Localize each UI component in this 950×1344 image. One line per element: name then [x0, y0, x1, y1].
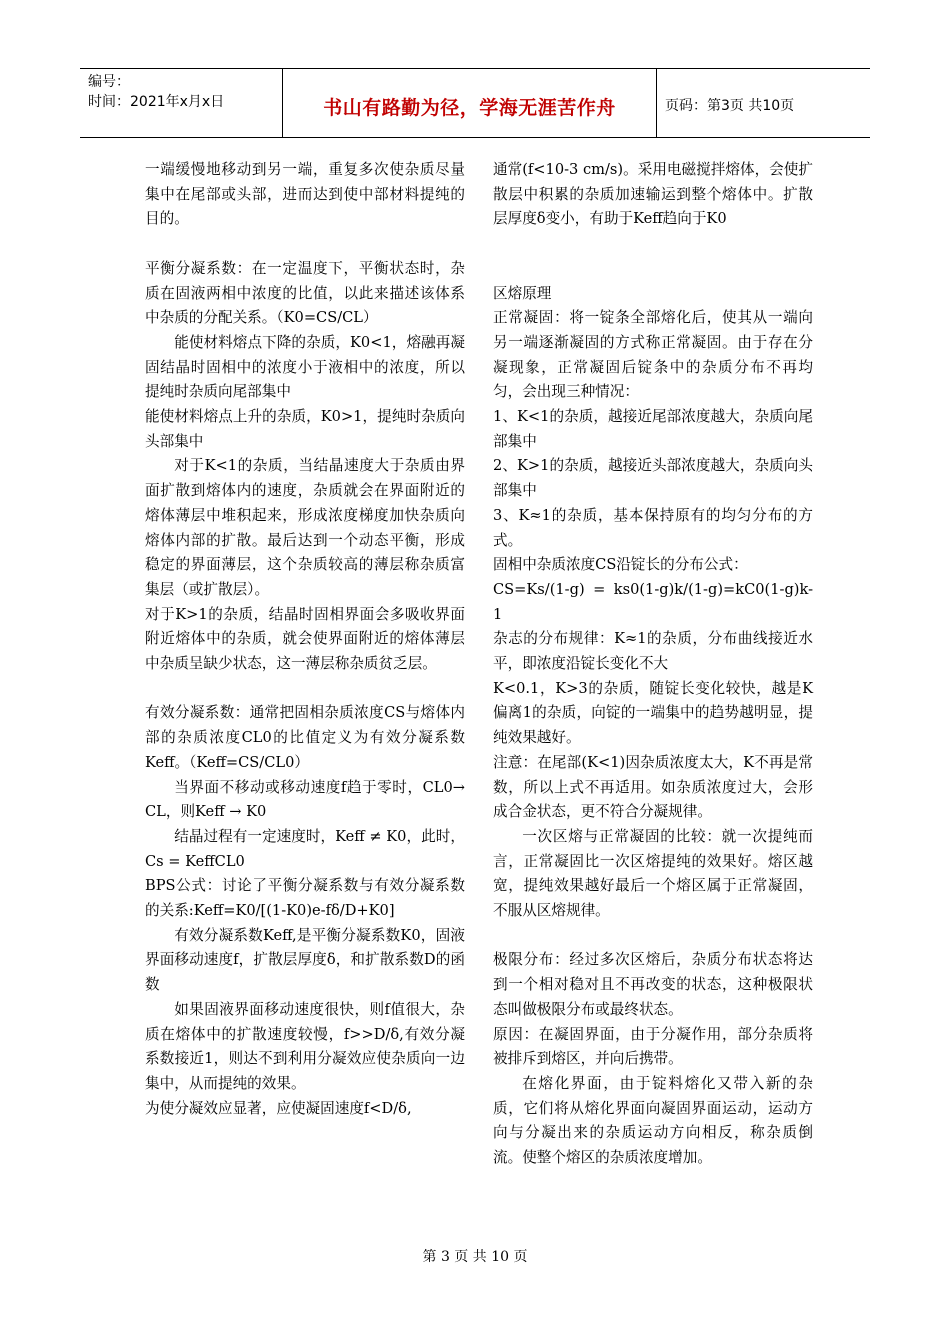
right-column — [493, 158, 813, 1171]
paragraph: 固相中杂质浓度CS沿锭长的分布公式： — [493, 556, 748, 574]
section-heading: 区熔原理 — [493, 284, 552, 302]
formula: CS=Ks/(1-g) = ks0(1-g)k/(1-g)=kC0(1-g)k-1 — [493, 580, 813, 623]
paragraph: 正常凝固：将一锭条全部熔化后，使其从一端向另一端逐渐凝固的方式称正常凝固。由于存在分凝现象，正常凝固后锭条中的杂质分布不再均匀，会出现三种情况： — [493, 309, 813, 401]
paragraph: 能使材料熔点上升的杂质，K0>1，提纯时杂质向头部集中 — [145, 408, 465, 450]
paragraph: 有效分凝系数：通常把固相杂质浓度CS与熔体内部的杂质浓度CL0的比值定义为有效分凝系数Keff。（Keff=CS/CL0） — [145, 704, 465, 771]
list-item: 2、K>1的杂质，越接近头部浓度越大，杂质向头部集中 — [493, 457, 813, 500]
paragraph: 极限分布：经过多次区熔后，杂质分布状态将达到一个相对稳对且不再改变的状态，这种极限状态叫做极限分布或最终状态。 — [493, 951, 813, 1018]
paragraph: 对于K<1的杂质，当结晶速度大于杂质由界面扩散到熔体内的速度，杂质就会在界面附近的熔体薄层中堆积起来，形成浓度梯度加快杂质向熔体内部的扩散。最后达到一个动态平衡，形成稳定的界面薄层，这个杂质较高的薄层称杂质富集层（或扩散层）。 — [145, 457, 465, 598]
header-divider — [656, 69, 657, 137]
paragraph: 能使材料熔点下降的杂质，K0<1，熔融再凝固结晶时固相中的浓度小于液相中的浓度，所以提纯时杂质向尾部集中 — [145, 333, 465, 401]
paragraph: 在熔化界面，由于锭料熔化又带入新的杂质，它们将从熔化界面向凝固界面运动，运动方向与分凝出来的杂质运动方向相反，称杂质倒流。使整个熔区的杂质浓度增加。 — [493, 1074, 813, 1167]
paragraph: BPS公式：讨论了平衡分凝系数与有效分凝系数的关系:Keff=K0/[(1-K0)e-fδ/D+K0] — [145, 877, 465, 920]
paragraph: 如果固液界面移动速度很快，则f值很大，杂质在熔体中的扩散速度较慢，f>>D/δ,有效分凝系数接近1，则达不到利用分凝效应使杂质向一边集中，从而提纯的效果。 — [145, 1000, 465, 1092]
header-motto: 书山有路勤为径，学海无涯苦作舟 — [323, 97, 616, 119]
document-number: 编号： — [88, 74, 130, 90]
paragraph: 有效分凝系数Keff,是平衡分凝系数K0，固液界面移动速度f，扩散层厚度δ，和扩散系数D的函数 — [145, 926, 465, 994]
list-item: 3、K≈1的杂质，基本保持原有的均匀分布的方式。 — [493, 506, 813, 549]
page-footer: 第 3 页 共 10 页 — [422, 1249, 528, 1265]
paragraph: 杂志的分布规律：K≈1的杂质，分布曲线接近水平，即浓度沿锭长变化不大 — [493, 630, 813, 673]
paragraph: 一端缓慢地移动到另一端，重复多次使杂质尽量集中在尾部或头部，进而达到使中部材料提纯的目的。 — [145, 161, 465, 228]
paragraph: 当界面不移动或移动速度f趋于零时，CL0→ CL，则Keff → K0 — [145, 778, 465, 821]
header-info — [88, 72, 283, 112]
paragraph: 结晶过程有一定速度时，Keff ≠ K0，此时，Cs = KeffCL0 — [145, 827, 465, 870]
paragraph: 为使分凝效应显著，应使凝固速度f<D/δ, — [145, 1099, 412, 1117]
document-date: 时间：2021年x月x日 — [88, 94, 225, 110]
page-header — [80, 68, 870, 138]
header-page-number: 页码：第3页 共10页 — [665, 98, 795, 114]
paragraph: 平衡分凝系数：在一定温度下，平衡状态时，杂质在固液两相中浓度的比值，以此来描述该体系中杂质的分配关系。（K0=CS/CL） — [145, 259, 465, 327]
list-item: 1、K<1的杂质，越接近尾部浓度越大，杂质向尾部集中 — [493, 408, 813, 450]
paragraph: 对于K>1的杂质，结晶时固相界面会多吸收界面附近熔体中的杂质，就会使界面附近的熔体薄层中杂质呈缺少状态，这一薄层称杂质贫乏层。 — [145, 605, 465, 673]
paragraph: 原因：在凝固界面，由于分凝作用，部分杂质将被排斥到熔区，并向后携带。 — [493, 1025, 813, 1068]
paragraph: 通常(f<10-3 cm/s)。采用电磁搅拌熔体，会使扩散层中积累的杂质加速输运到整个熔体中。扩散层厚度δ变小，有助于Keff趋向于K0 — [493, 161, 813, 228]
paragraph: K<0.1，K>3的杂质，随锭长变化较快，越是K偏离1的杂质，向锭的一端集中的趋势越明显，提纯效果越好。 — [493, 679, 813, 747]
paragraph: 一次区熔与正常凝固的比较：就一次提纯而言，正常凝固比一次区熔提纯的效果好。熔区越宽，提纯效果越好最后一个熔区属于正常凝固，不服从区熔规律。 — [493, 827, 813, 920]
left-column — [145, 158, 465, 1121]
paragraph: 注意：在尾部(K<1)因杂质浓度太大，K不再是常数，所以上式不再适用。如杂质浓度过大，会形成合金状态，更不符合分凝规律。 — [493, 753, 813, 821]
